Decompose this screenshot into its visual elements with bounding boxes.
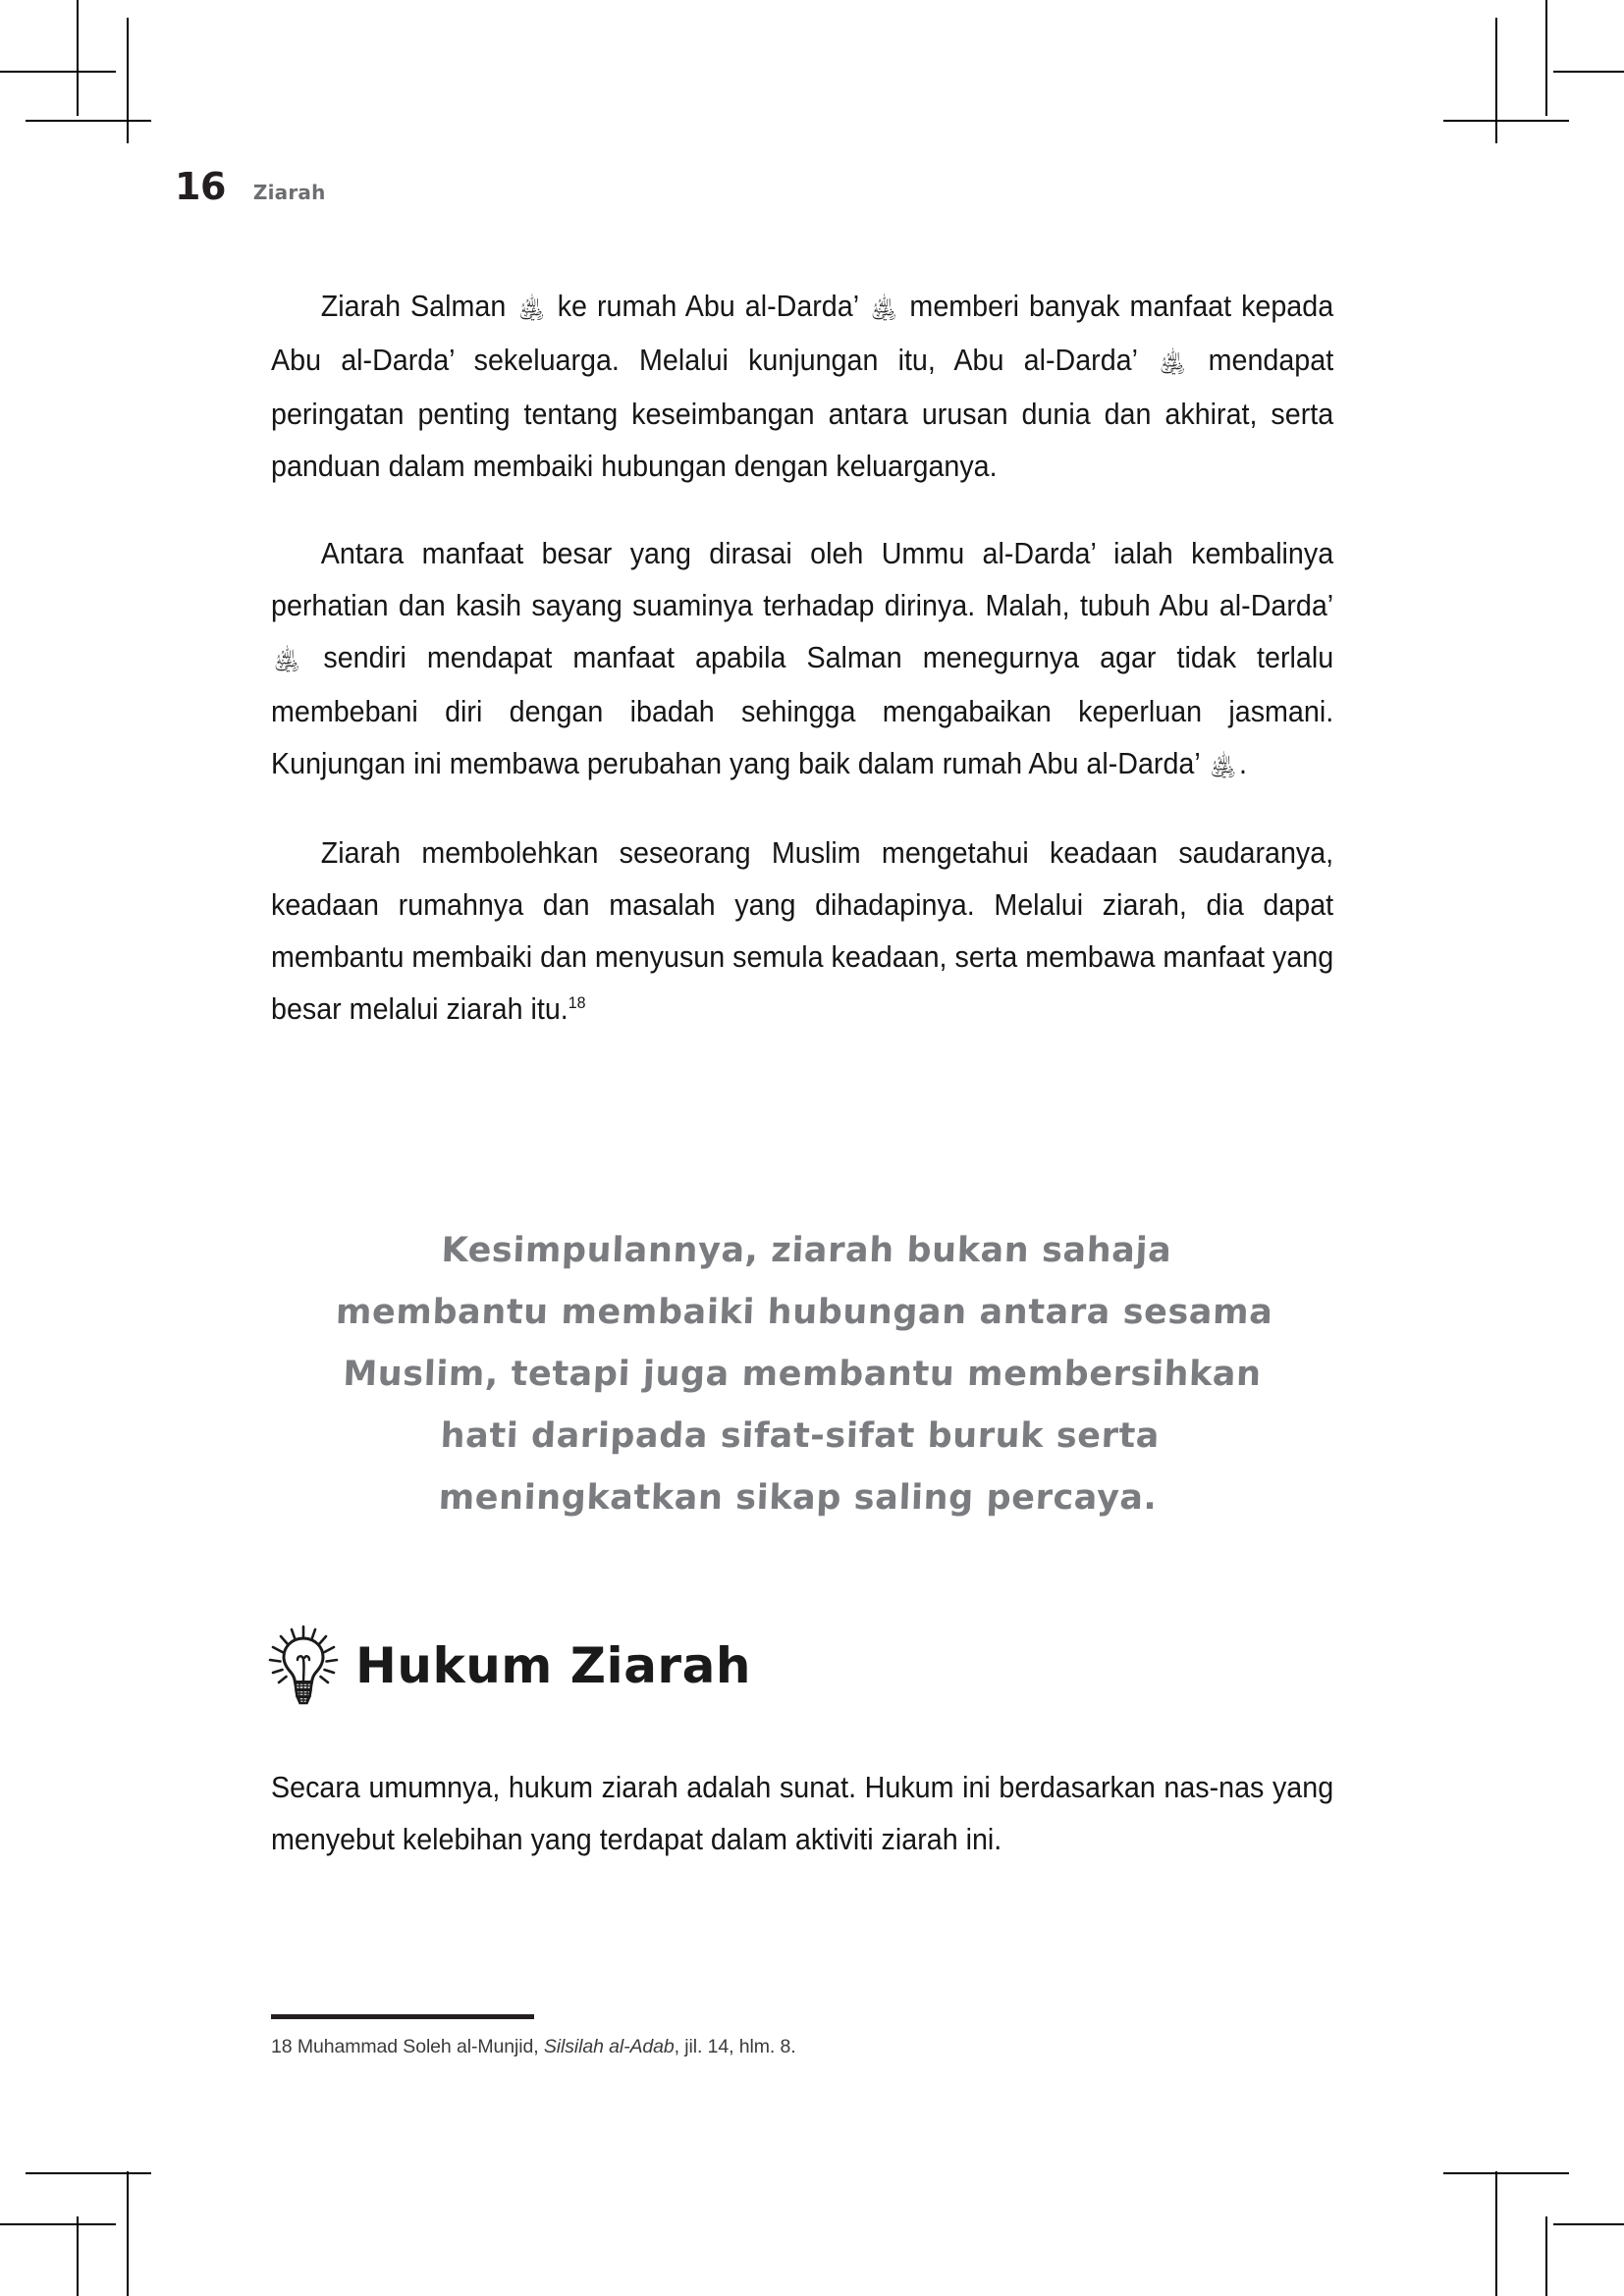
pull-quote-line: Muslim, tetapi juga membantu membersihkan bbox=[342, 1355, 1263, 1394]
crop-mark-trim-bottom-left-horizontal bbox=[26, 2172, 151, 2174]
paragraph-4: Secara umumnya, hukum ziarah adalah sunat. Hukum ini berdasarkan nas-nas yang menyebut kelebihan yang terdapat dalam aktiviti ziarah ini. bbox=[271, 1771, 1334, 1856]
body-text-column bbox=[271, 281, 1333, 1036]
footnote-separator-rule bbox=[271, 2014, 534, 2019]
honorific-glyph: ﵁ bbox=[870, 295, 897, 325]
honorific-glyph: ﵁ bbox=[1159, 349, 1186, 379]
footnote-reference[interactable]: 18 bbox=[568, 992, 586, 1012]
crop-mark-trim-top-right-vertical bbox=[1495, 18, 1497, 143]
section-title: Hukum Ziarah bbox=[355, 1637, 751, 1694]
page-number: 16 bbox=[175, 165, 226, 208]
footnote-title: Silsilah al-Adab bbox=[543, 2036, 675, 2057]
honorific-glyph: ﵁ bbox=[1210, 753, 1237, 782]
pull-quote-line: membantu membaiki hubungan antara sesama bbox=[335, 1293, 1274, 1332]
crop-mark-trim-top-right-horizontal bbox=[1443, 120, 1569, 122]
lightbulb-icon bbox=[267, 1625, 340, 1707]
crop-mark-top-right-horizontal bbox=[1553, 71, 1624, 73]
running-title: Ziarah bbox=[252, 181, 326, 204]
crop-mark-bottom-left-horizontal bbox=[0, 2223, 116, 2225]
crop-mark-top-left-horizontal bbox=[0, 71, 116, 73]
honorific-glyph: ﵁ bbox=[518, 295, 545, 325]
footnote-locator: , jil. 14, hlm. 8. bbox=[674, 2036, 796, 2057]
crop-mark-bottom-left-vertical bbox=[77, 2216, 79, 2296]
crop-mark-top-right-vertical bbox=[1545, 0, 1547, 116]
crop-mark-trim-top-left-vertical bbox=[127, 18, 129, 143]
pull-quote-line: Kesimpulannya, ziarah bukan sahaja bbox=[440, 1231, 1173, 1270]
crop-mark-trim-bottom-left-vertical bbox=[127, 2171, 129, 2296]
crop-mark-bottom-right-horizontal bbox=[1553, 2223, 1624, 2225]
section-heading bbox=[267, 1625, 751, 1707]
footnote-entry bbox=[271, 2036, 1333, 2058]
footnote-number: 18 bbox=[271, 2036, 293, 2057]
paragraph-2: Antara manfaat besar yang dirasai oleh Ummu al-Darda’ ialah kembalinya perhatian dan kasih sayang suaminya terhadap dirinya. Malah, tubuh Abu al-Darda’ ﵁ sendiri mendapat manfaat apabila Salman menegurnya agar tidak terlalu membebani diri dengan ibadah sehingga mengabaikan keperluan jasmani. Kunjungan ini membawa perubahan yang baik dalam rumah Abu al-Darda’ ﵁. bbox=[271, 537, 1334, 782]
crop-mark-bottom-right-vertical bbox=[1545, 2216, 1547, 2296]
paragraph-3: Ziarah membolehkan seseorang Muslim mengetahui keadaan saudaranya, keadaan rumahnya dan masalah yang dihadapinya. Melalui ziarah, dia dapat membantu membaiki dan menyusun semula keadaan, serta membawa manfaat yang besar melalui ziarah itu.$^{18}$ bbox=[271, 836, 1334, 1026]
crop-mark-top-left-vertical bbox=[77, 0, 79, 116]
crop-mark-trim-bottom-right-vertical bbox=[1495, 2171, 1497, 2296]
running-head bbox=[175, 165, 326, 208]
footnote-author: Muhammad Soleh al-Munjid, bbox=[297, 2036, 539, 2057]
crop-mark-trim-bottom-right-horizontal bbox=[1443, 2172, 1569, 2174]
pull-quote bbox=[265, 1220, 1338, 1529]
crop-mark-trim-top-left-horizontal bbox=[26, 120, 151, 122]
pull-quote-line: meningkatkan sikap saling percaya. bbox=[438, 1478, 1159, 1518]
paragraph-1: Ziarah Salman ﵁ ke rumah Abu al-Darda’ ﵁ memberi banyak manfaat kepada Abu al-Darda’ sekeluarga. Melalui kunjungan itu, Abu al-Darda’ ﵁ mendapat peringatan penting tentang keseimbangan antara urusan dunia dan akhirat, serta panduan dalam membaiki hubungan dengan keluarganya. bbox=[271, 290, 1334, 483]
pull-quote-line: hati daripada sifat-sifat buruk serta bbox=[439, 1416, 1161, 1456]
tail-text-column bbox=[271, 1762, 1333, 1866]
honorific-glyph: ﵁ bbox=[273, 647, 300, 676]
footnote-area bbox=[271, 2014, 1333, 2058]
